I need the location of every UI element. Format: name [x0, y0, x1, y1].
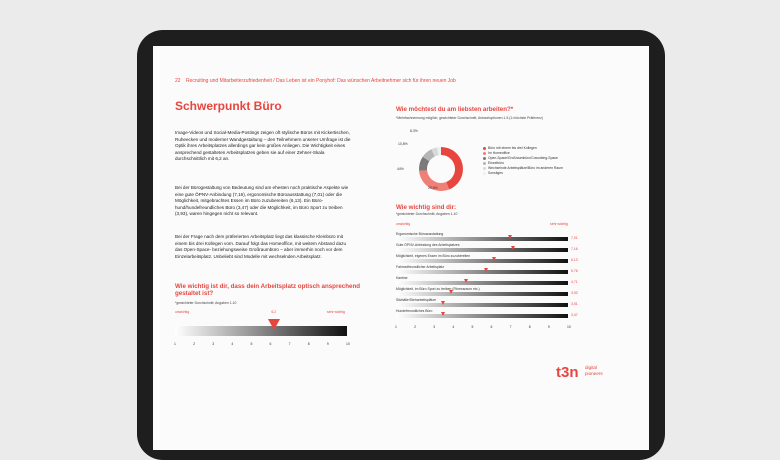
legend-item — [483, 171, 503, 175]
t3n-logo: t3n — [556, 364, 579, 381]
left-chart-scale-high: sehr wichtig — [327, 310, 345, 314]
legend-swatch — [483, 162, 486, 165]
logo-line-2: pioneers — [585, 371, 603, 376]
item-scale-bar — [396, 259, 568, 263]
right-chart-scale-low: unwichtig — [396, 222, 411, 226]
paragraph-3: Bei der Frage nach dem präferierten Arbeitsplatz liegt das klassische Kleinbüro mit einem bis drei Kollegen vorn. Darauf folgt das Homeoffice, mit weitem Abstand dazu das Open-Space- beziehungsweise Großraumbüro – aber immerhin noch vor dem Einzelarbeitsplatz. Unbeliebt sind Modelle mit wechselnden Arbeitsplatz. — [175, 234, 346, 259]
left-chart-tick: 10 — [346, 342, 350, 346]
left-chart-tick: 9 — [326, 342, 329, 346]
logo-line-1: digital — [585, 365, 598, 370]
page-header — [175, 78, 456, 84]
item-value: 7,16 — [571, 247, 578, 251]
legend-item — [483, 161, 504, 165]
right-chart-tick: 10 — [567, 325, 571, 329]
left-chart-tick: 1 — [174, 342, 176, 346]
right-chart-tick: 9 — [547, 325, 550, 329]
item-value: 3,47 — [571, 313, 578, 317]
item-marker — [464, 279, 468, 283]
item-label: Möglichkeit, eigenes Essen im Büro zuzubereiten — [396, 254, 471, 258]
left-chart-question: Wie wichtig ist dir, dass dein Arbeitsplatz optisch ansprechend gestaltet ist? — [175, 283, 361, 298]
legend-label: Open-Space/Großraumbüro/Coworking-Space — [488, 156, 558, 160]
pie-question: Wie möchtest du am liebsten arbeiten?* — [396, 106, 514, 113]
page-title: Schwerpunkt Büro — [175, 99, 282, 113]
legend-swatch — [483, 157, 486, 160]
legend-item — [483, 156, 558, 160]
item-value: 5,76 — [571, 269, 578, 273]
item-value: 3,51 — [571, 302, 578, 306]
page-number: 22 — [175, 78, 181, 84]
right-chart-tick: 3 — [433, 325, 436, 329]
right-chart-note: *gewichteter Durchschnitt; Angaben 1-10 — [396, 212, 458, 216]
item-label: Möglichkeit, im Büro Sport zu treiben (Fitnessraum etc.) — [396, 287, 480, 291]
right-chart-tick: 8 — [528, 325, 531, 329]
item-marker — [441, 312, 445, 316]
item-label: Kantine — [396, 276, 408, 280]
item-scale-bar — [396, 314, 568, 318]
header-text: Recruiting und Mitarbeiterzufriedenheit / Das Leben ist ein Ponyhof: Das wünschen Arbeitnehmer sich für ihren neuen Job — [185, 78, 456, 84]
left-chart-tick: 7 — [288, 342, 291, 346]
right-chart-question: Wie wichtig sind dir: — [396, 204, 457, 211]
item-value: 3,93 — [571, 291, 578, 295]
paragraph-2: Bei der Bürogestaltung von Bedeutung sind am ehesten noch praktische Aspekte wie eine gute ÖPNV-Anbindung (7,16), ergonomische Büroausstattung (7,01) oder die Möglichkeit, mitgebrachtes Essen im Büro zuzubereiten (6,13). Ein Büro-hund/hundefreundliches Büro (3,47) oder die Möglichkeit, im Büro Sport zu treiben (3,93), waren hingegen nicht so relevant. — [175, 185, 349, 217]
left-chart-tick: 5 — [250, 342, 253, 346]
legend-swatch — [483, 172, 486, 175]
item-label: Ergonomische Büroausstattung — [396, 232, 444, 236]
item-label: Fahrradfreundlicher Arbeitsplatz — [396, 265, 445, 269]
legend-label: Sonstiges — [488, 171, 503, 175]
item-scale-bar — [396, 292, 568, 296]
legend-swatch — [483, 147, 486, 150]
item-value: 6,13 — [571, 258, 578, 262]
pie-chart — [411, 139, 471, 199]
item-marker — [441, 301, 445, 305]
left-chart-tick: 2 — [193, 342, 195, 346]
legend-swatch — [483, 152, 486, 155]
legend-label: Wechselnde Arbeitsplätze/Büro im anderen Raum — [488, 166, 563, 170]
item-marker — [508, 235, 512, 239]
legend-item — [483, 166, 563, 170]
item-label: Hundefreundliches Büro — [396, 309, 433, 313]
pie-label-3: 44% — [397, 167, 404, 171]
pie-label-1: 8,3% — [410, 129, 418, 133]
item-scale-bar — [396, 270, 568, 274]
legend-swatch — [483, 167, 486, 170]
legend-item — [483, 151, 510, 155]
item-value: 4,71 — [571, 280, 578, 284]
left-chart-marker — [268, 319, 280, 330]
right-chart-tick: 6 — [490, 325, 493, 329]
item-label: Sitzbälle/Steharbeitsplätze — [396, 298, 436, 302]
pie-label-2: 10,8% — [398, 142, 408, 146]
pie-note: *Mehrfachnennung möglich; gewichteter Durchschnitt, Antwortoptionen 1-5 (1=höchste Präferenz) — [396, 116, 543, 120]
legend-label: Büro mit einem bis drei Kollegen — [488, 146, 537, 150]
item-value: 7,01 — [571, 236, 578, 240]
right-chart-scale-high: sehr wichtig — [550, 222, 568, 226]
document-page — [153, 46, 649, 450]
item-marker — [492, 257, 496, 261]
right-chart-tick: 2 — [414, 325, 416, 329]
right-chart-tick: 4 — [452, 325, 455, 329]
legend-item — [483, 146, 537, 150]
item-scale-bar — [396, 248, 568, 252]
right-chart-tick: 1 — [395, 325, 397, 329]
left-chart-tick: 6 — [269, 342, 272, 346]
paragraph-1: Image-Videos und Social-Media-Postings zeigen oft stylische Büros mit Kickertischen, Ruheecken und moderner Wandgestaltung – den Teilnehmern unserer Umfrage ist die Optik ihres Arbeitsplatzes allerdings gar kein großes Anliegen. Die Wichtigkeit eines ansprechend gestalteten Arbeitsplatzes geben sie auf einer Zehner-Skala durchschnittlich mit 6,2 an. — [175, 130, 351, 162]
item-scale-bar — [396, 303, 568, 307]
item-scale-bar — [396, 281, 568, 285]
left-chart-tick: 3 — [212, 342, 215, 346]
left-chart-tick: 8 — [307, 342, 310, 346]
left-chart-scale-low: unwichtig — [175, 310, 190, 314]
legend-label: Im Homeoffice — [488, 151, 510, 155]
left-chart-value-label: 6,2 — [271, 310, 277, 314]
item-label: Gute ÖPNV-Anbindung des Arbeitsplatzes — [396, 243, 460, 247]
item-scale-bar — [396, 237, 568, 241]
right-chart-tick: 5 — [471, 325, 474, 329]
right-chart-tick: 7 — [509, 325, 512, 329]
item-marker — [449, 290, 453, 294]
left-chart-tick: 4 — [231, 342, 234, 346]
item-marker — [511, 246, 515, 250]
legend-label: Einzelbüro — [488, 161, 505, 165]
left-chart-scale-bar — [175, 326, 347, 336]
pie-label-4: 29,6% — [428, 186, 438, 190]
left-chart-note: *gewichteter Durchschnitt; Angaben 1-10 — [175, 301, 237, 305]
item-marker — [484, 268, 488, 272]
